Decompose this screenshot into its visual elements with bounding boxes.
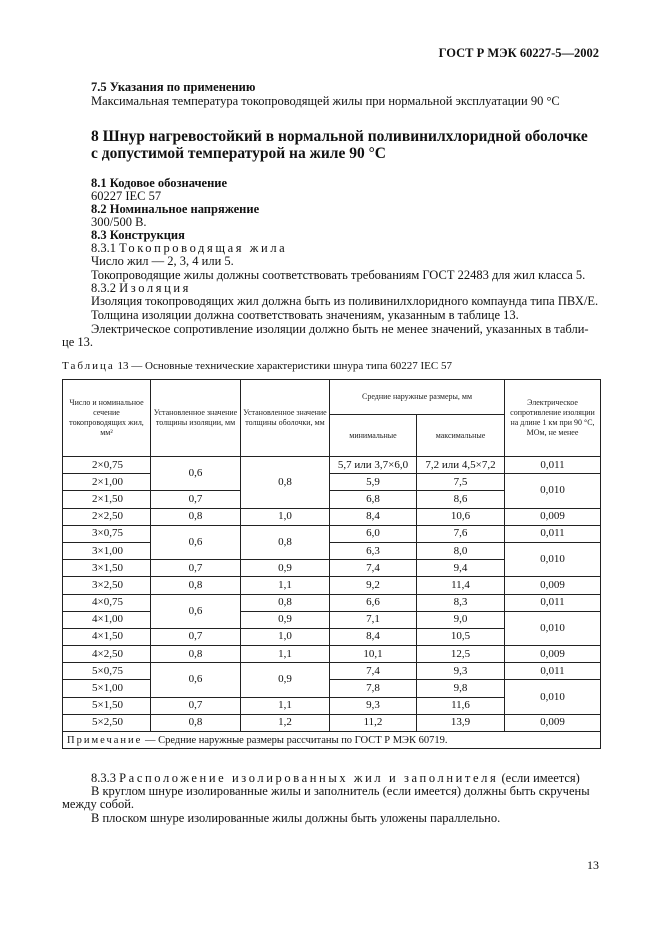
section-8-3-title: 8.3 Конструкция	[91, 228, 185, 242]
section-8-2-title: 8.2 Номинальное напряжение	[91, 202, 260, 216]
cell-size: 4×1,50	[63, 628, 151, 645]
section-8-1-title: 8.1 Кодовое обозначение	[91, 176, 228, 190]
cell-min: 7,1	[330, 611, 417, 628]
cell-sheath: 1,2	[241, 714, 330, 731]
cell-min: 7,4	[330, 663, 417, 680]
cell-max: 9,4	[417, 560, 505, 577]
cell-size: 4×0,75	[63, 594, 151, 611]
cell-max: 13,9	[417, 714, 505, 731]
section-8-3-3-number: 8.3.3	[91, 771, 116, 785]
cell-size: 5×0,75	[63, 663, 151, 680]
cell-insulation: 0,7	[151, 697, 241, 714]
cell-max: 8,6	[417, 491, 505, 508]
cell-min: 6,0	[330, 525, 417, 542]
cell-sheath: 1,1	[241, 646, 330, 663]
cell-size: 4×1,00	[63, 611, 151, 628]
cell-max: 9,3	[417, 663, 505, 680]
header-sheath: Установленное значение толщины оболочки, мм	[241, 380, 330, 457]
cell-insulation: 0,6	[151, 457, 241, 491]
cell-max: 8,3	[417, 594, 505, 611]
cell-sheath: 1,1	[241, 577, 330, 594]
cell-min: 11,2	[330, 714, 417, 731]
section-8-title-line1: 8 Шнур нагревостойкий в нормальной поливинилхлоридной оболочке	[91, 128, 588, 145]
cell-size: 3×1,50	[63, 560, 151, 577]
cell-sheath: 1,1	[241, 697, 330, 714]
section-8-3-2-text3b: це 13.	[62, 335, 93, 349]
header-conductors: Число и номинальное сечение токопроводящих жил, мм²	[63, 380, 151, 457]
section-8-title-line2: с допустимой температурой на жиле 90 °С	[91, 145, 386, 162]
section-8-1-value: 60227 IEC 57	[91, 189, 162, 203]
cell-size: 2×1,50	[63, 491, 151, 508]
table-row	[63, 542, 601, 559]
section-8-2-value: 300/500 В.	[91, 215, 147, 229]
cell-sheath: 0,9	[241, 560, 330, 577]
cell-max: 12,5	[417, 646, 505, 663]
table-caption-prefix: Таблица	[62, 360, 115, 372]
table-row	[63, 663, 601, 680]
section-8-3-3-text2: В плоском шнуре изолированные жилы должны быть уложены параллельно.	[91, 811, 501, 825]
cell-insulation: 0,8	[151, 508, 241, 525]
cell-max: 10,5	[417, 628, 505, 645]
section-8-3-1-number: 8.3.1	[91, 241, 116, 255]
header-min: минимальные	[330, 415, 417, 457]
cell-min: 10,1	[330, 646, 417, 663]
table-row	[63, 714, 601, 731]
section-8-3-2-text3a: Электрическое сопротивление изоляции должно быть не менее значений, указанных в табли-	[91, 322, 589, 336]
cell-max: 7,6	[417, 525, 505, 542]
cell-max: 7,2 или 4,5×7,2	[417, 457, 505, 474]
table-row	[63, 611, 601, 628]
cell-sheath: 1,0	[241, 628, 330, 645]
cell-size: 2×0,75	[63, 457, 151, 474]
section-8-3-2-number: 8.3.2	[91, 281, 116, 295]
cell-insulation: 0,6	[151, 663, 241, 697]
table-note-text: — Средние наружные размеры рассчитаны по ГОСТ Р МЭК 60719.	[144, 734, 448, 746]
cell-max: 8,0	[417, 542, 505, 559]
section-8-3-3-title: Расположение изолированных жил и заполнителя	[119, 771, 499, 785]
cell-sheath: 1,0	[241, 508, 330, 525]
section-8-3-3-text1b: между собой.	[62, 797, 135, 811]
section-8-3-2-title: Изоляция	[119, 281, 192, 295]
cell-min: 9,3	[330, 697, 417, 714]
cell-sheath: 0,8	[241, 457, 330, 509]
header-max: максимальные	[417, 415, 505, 457]
section-8-3-2-text1: Изоляция токопроводящих жил должна быть из поливинилхлоридного компаунда типа ПВХ/Е.	[91, 294, 599, 308]
cell-resistance: 0,009	[505, 714, 601, 731]
cell-min: 8,4	[330, 628, 417, 645]
cell-insulation: 0,7	[151, 628, 241, 645]
cell-resistance: 0,010	[505, 474, 601, 508]
table-row	[63, 474, 601, 491]
cell-sheath: 0,9	[241, 611, 330, 628]
cell-resistance: 0,011	[505, 594, 601, 611]
cell-size: 3×1,00	[63, 542, 151, 559]
cell-insulation: 0,6	[151, 525, 241, 559]
header-resistance: Электрическое сопротивление изоляции на длине 1 км при 90 °С, МОм, не менее	[505, 380, 601, 457]
section-8-3-1-text1: Число жил — 2, 3, 4 или 5.	[91, 254, 234, 268]
cell-resistance: 0,009	[505, 577, 601, 594]
table-caption	[62, 360, 452, 372]
specifications-table	[62, 379, 601, 749]
cell-max: 11,6	[417, 697, 505, 714]
section-8-3-2-text2: Толщина изоляции должна соответствовать значениям, указанным в таблице 13.	[91, 308, 519, 322]
table-caption-text: 13 — Основные технические характеристики шнура типа 60227 IEC 57	[117, 360, 452, 372]
cell-resistance: 0,010	[505, 680, 601, 714]
cell-insulation: 0,7	[151, 491, 241, 508]
section-8-3-1-text2: Токопроводящие жилы должны соответствовать требованиям ГОСТ 22483 для жил класса 5.	[91, 268, 586, 282]
cell-min: 7,4	[330, 560, 417, 577]
cell-resistance: 0,010	[505, 611, 601, 645]
cell-size: 4×2,50	[63, 646, 151, 663]
cell-min: 6,3	[330, 542, 417, 559]
cell-size: 2×1,00	[63, 474, 151, 491]
section-8-3-3-suffix: (если имеется)	[501, 771, 580, 785]
cell-min: 6,6	[330, 594, 417, 611]
header-insulation: Установленное значение толщины изоляции, мм	[151, 380, 241, 457]
table-note-label: Примечание	[67, 734, 143, 746]
cell-insulation: 0,8	[151, 646, 241, 663]
table-note	[63, 732, 601, 749]
cell-min: 9,2	[330, 577, 417, 594]
header-outer-dimensions: Средние наружные размеры, мм	[330, 380, 505, 415]
cell-min: 5,7 или 3,7×6,0	[330, 457, 417, 474]
table-row	[63, 525, 601, 542]
cell-min: 6,8	[330, 491, 417, 508]
cell-insulation: 0,8	[151, 577, 241, 594]
page-number: 13	[587, 858, 599, 872]
table-row	[63, 457, 601, 474]
section-8-3-1-title: Токопроводящая жила	[119, 241, 288, 255]
cell-resistance: 0,011	[505, 525, 601, 542]
cell-size: 5×2,50	[63, 714, 151, 731]
table-row	[63, 680, 601, 697]
cell-max: 11,4	[417, 577, 505, 594]
table-row	[63, 594, 601, 611]
cell-sheath: 0,8	[241, 594, 330, 611]
cell-insulation: 0,7	[151, 560, 241, 577]
cell-resistance: 0,009	[505, 646, 601, 663]
cell-resistance: 0,010	[505, 542, 601, 576]
cell-size: 2×2,50	[63, 508, 151, 525]
cell-size: 5×1,50	[63, 697, 151, 714]
cell-max: 9,0	[417, 611, 505, 628]
cell-max: 9,8	[417, 680, 505, 697]
table-row	[63, 508, 601, 525]
cell-resistance: 0,011	[505, 457, 601, 474]
table-row	[63, 646, 601, 663]
cell-resistance: 0,009	[505, 508, 601, 525]
section-7-5-text: Максимальная температура токопроводящей жилы при нормальной эксплуатации 90 °С	[91, 94, 560, 108]
section-7-5-title: 7.5 Указания по применению	[91, 80, 256, 94]
document-header: ГОСТ Р МЭК 60227-5—2002	[438, 46, 599, 60]
table-row	[63, 577, 601, 594]
cell-size: 5×1,00	[63, 680, 151, 697]
cell-sheath: 0,9	[241, 663, 330, 697]
cell-min: 7,8	[330, 680, 417, 697]
cell-size: 3×0,75	[63, 525, 151, 542]
cell-insulation: 0,6	[151, 594, 241, 628]
cell-max: 7,5	[417, 474, 505, 491]
cell-max: 10,6	[417, 508, 505, 525]
section-8-3-3-text1a: В круглом шнуре изолированные жилы и заполнитель (если имеется) должны быть скручены	[91, 784, 590, 798]
cell-sheath: 0,8	[241, 525, 330, 559]
cell-min: 5,9	[330, 474, 417, 491]
cell-insulation: 0,8	[151, 714, 241, 731]
cell-size: 3×2,50	[63, 577, 151, 594]
cell-resistance: 0,011	[505, 663, 601, 680]
cell-min: 8,4	[330, 508, 417, 525]
